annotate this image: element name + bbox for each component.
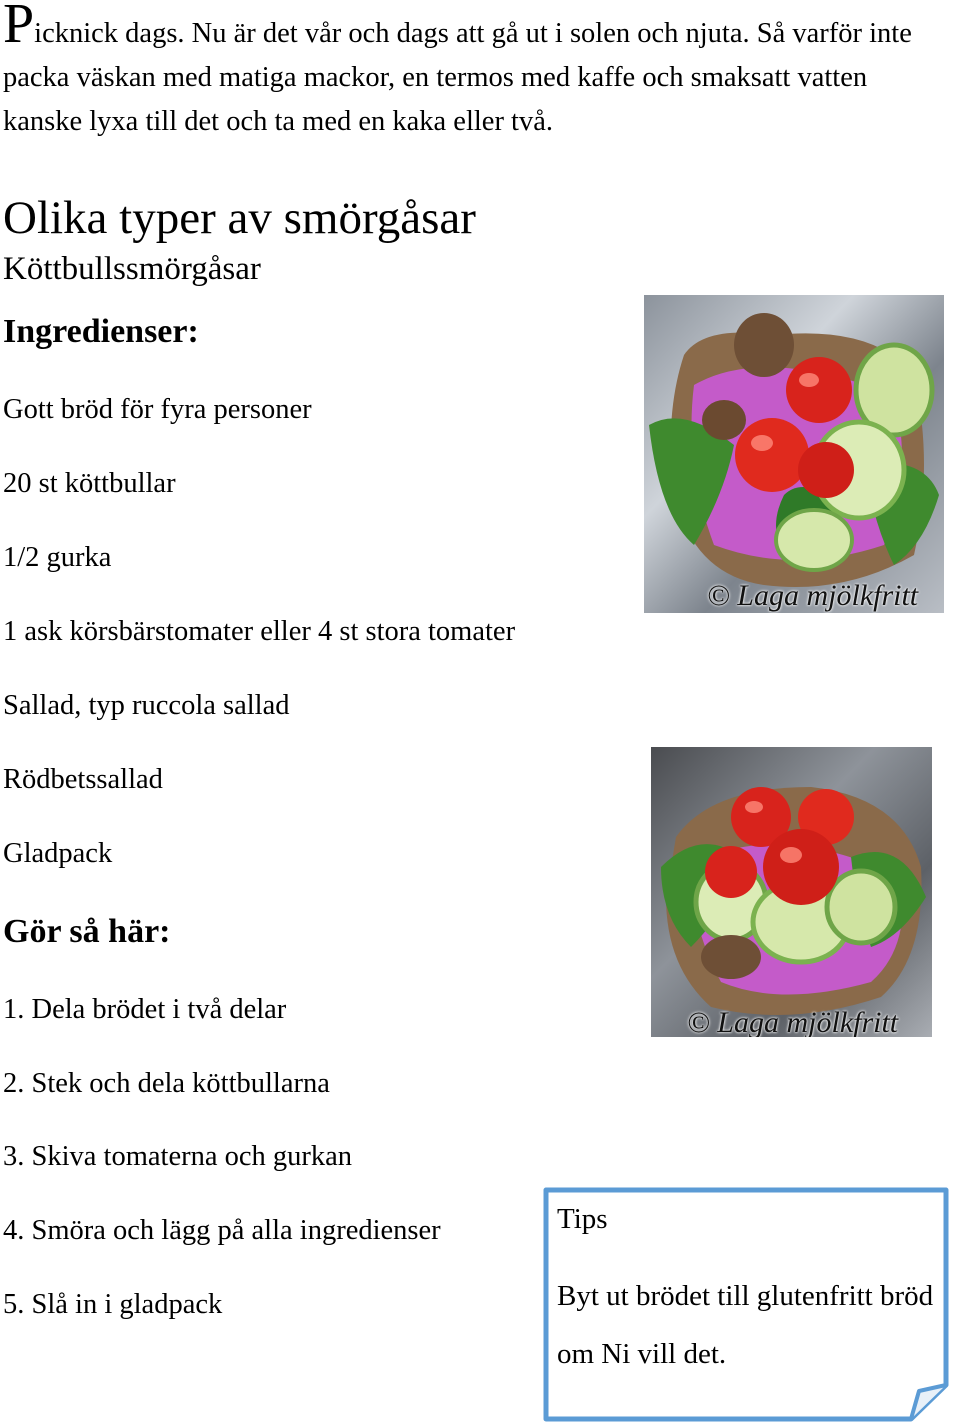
step-item: 4. Smöra och lägg på alla ingredienser [3,1215,441,1246]
tips-box [543,1187,947,1419]
step-item: 1. Dela brödet i två delar [3,994,287,1025]
tips-text: Byt ut brödet till glutenfritt bröd om Ni vill det. [557,1280,934,1370]
ingredient-item: 1/2 gurka [3,542,112,573]
photo-caption: © Laga mjölkfritt [687,1006,899,1037]
recipe-title: Köttbullssmörgåsar [3,251,261,287]
intro-dropcap: P [3,0,35,55]
ingredient-item: Sallad, typ ruccola sallad [3,690,290,721]
intro-paragraph [3,2,953,144]
meatball-sandwich-photo-icon [651,747,932,1037]
ingredient-item: 20 st köttbullar [3,468,176,499]
ingredients-heading: Ingredienser: [3,313,199,350]
step-item: 3. Skiva tomaterna och gurkan [3,1141,353,1172]
tips-title: Tips [557,1203,608,1235]
meatball-sandwich-photo-icon [644,295,944,613]
ingredient-item: Gladpack [3,838,113,869]
step-item: 2. Stek och dela köttbullarna [3,1068,330,1099]
photo-caption: © Laga mjölkfritt [707,579,919,612]
step-item: 5. Slå in i gladpack [3,1289,223,1320]
page-title: Olika typer av smörgåsar [3,192,476,244]
ingredient-item: Rödbetssallad [3,764,163,795]
sandwich-photo-1 [644,295,944,613]
sandwich-photo-2 [651,747,932,1037]
ingredient-item: 1 ask körsbärstomater eller 4 st stora tomater [3,616,516,647]
ingredient-item: Gott bröd för fyra personer [3,394,312,425]
intro-text: icknick dags. Nu är det vår och dags att gå ut i solen och njuta. Så varför inte packa väskan med matiga mackor, en termos med kaffe och smaksatt vatten kanske lyxa till det och ta med en kaka eller två. [3,18,912,137]
steps-heading: Gör så här: [3,913,171,950]
